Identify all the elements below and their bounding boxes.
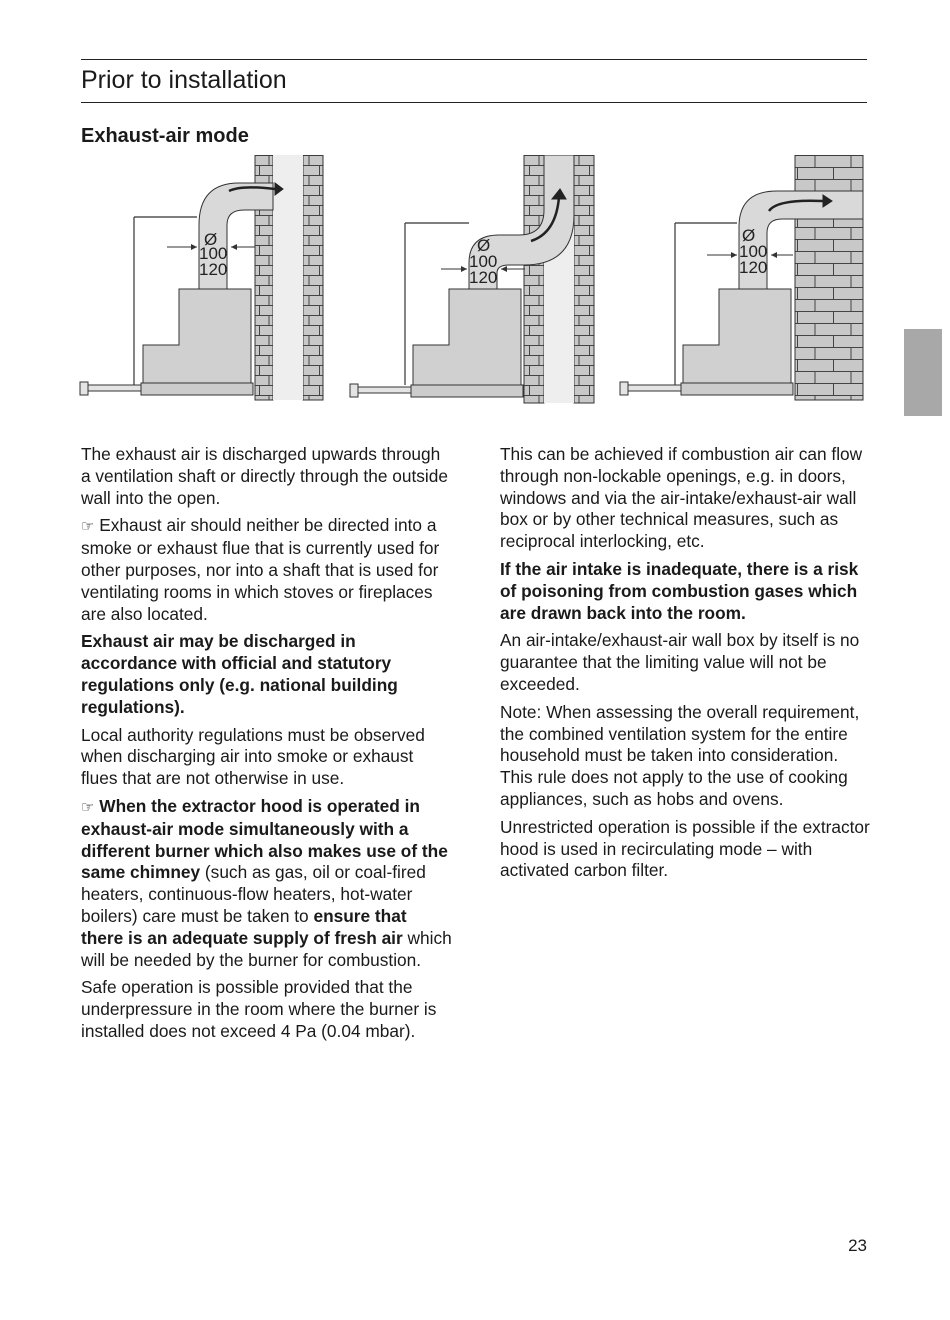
figure-shaft-upward xyxy=(349,155,599,405)
text-column-right xyxy=(500,444,872,888)
diameter-value-1: 100 xyxy=(739,242,768,261)
chapter-side-tab xyxy=(904,329,942,416)
paragraph-bold: If the air intake is inadequate, there is a risk of poisoning from combustion gases which are drawn back into the room. xyxy=(500,558,859,623)
diameter-symbol: Ø xyxy=(477,236,491,255)
pointing-hand-icon: ☞ xyxy=(81,517,95,536)
figure-outside-wall xyxy=(617,155,867,405)
page-title: Prior to installation xyxy=(81,66,287,94)
text-column-left xyxy=(81,444,453,1049)
paragraph: Local authority regulations must be observed when discharging air into smoke or exhaust flues that are not otherwise in use. xyxy=(81,724,425,789)
paragraph: An air-intake/exhaust-air wall box by itself is no guarantee that the limiting value will not be exceeded. xyxy=(500,630,860,694)
paragraph: The exhaust air is discharged upwards through a ventilation shaft or directly through the outside wall into the open. xyxy=(81,444,448,508)
paragraph: Note: When assessing the overall requirement, the combined ventilation system for the entire household must be taken into consideration. This rule does not apply to the use of cooking appliances, such as hobs and ovens. xyxy=(500,701,860,809)
warning-text: (such as gas, oil or coal-fired heaters, continuous-flow heaters, hot-water boilers) care must be taken to xyxy=(81,862,426,926)
diameter-value-2: 120 xyxy=(469,268,498,287)
warning-text: Exhaust air should neither be directed into a smoke or exhaust flue that is currently used for other purposes, nor into a shaft that is used for ventilating rooms in which stoves or fireplaces are also located. xyxy=(81,515,440,624)
diameter-value-2: 120 xyxy=(199,260,228,279)
header-rule-bottom xyxy=(81,102,867,103)
diameter-symbol: Ø xyxy=(742,226,756,245)
warning-text: which will be needed by the burner for combustion. xyxy=(81,927,452,970)
header-rule-top xyxy=(81,59,867,60)
warning-text-bold: When the extractor hood is operated in exhaust-air mode simultaneously with a different burner which also makes use of the same chimney xyxy=(81,795,448,883)
paragraph: Safe operation is possible provided that the underpressure in the room where the burner is installed does not exceed 4 Pa (0.04 mbar). xyxy=(81,977,437,1041)
figure-shaft-side-outlet xyxy=(79,155,329,405)
section-title: Exhaust-air mode xyxy=(81,125,249,147)
paragraph: This can be achieved if combustion air can flow through non-lockable openings, e.g. in doors, windows and via the air-intake/exhaust-air wall box or by other technical measures, such as reciprocal interlocking, etc. xyxy=(500,444,863,552)
warning-text-bold: ensure that there is an adequate supply of fresh air xyxy=(81,905,407,948)
diameter-value-1: 100 xyxy=(199,244,228,263)
pointing-hand-icon: ☞ xyxy=(81,797,95,816)
warning-paragraph xyxy=(81,796,453,971)
diameter-value-1: 100 xyxy=(469,252,498,271)
warning-paragraph xyxy=(81,515,453,625)
page-number: 23 xyxy=(848,1236,867,1255)
diameter-value-2: 120 xyxy=(739,258,768,277)
diameter-symbol: Ø xyxy=(204,230,218,249)
paragraph: Unrestricted operation is possible if the extractor hood is used in recirculating mode – with activated carbon filter. xyxy=(500,816,870,881)
paragraph-bold: Exhaust air may be discharged in accordance with official and statutory regulations only (e.g. national building regulations). xyxy=(81,631,398,717)
